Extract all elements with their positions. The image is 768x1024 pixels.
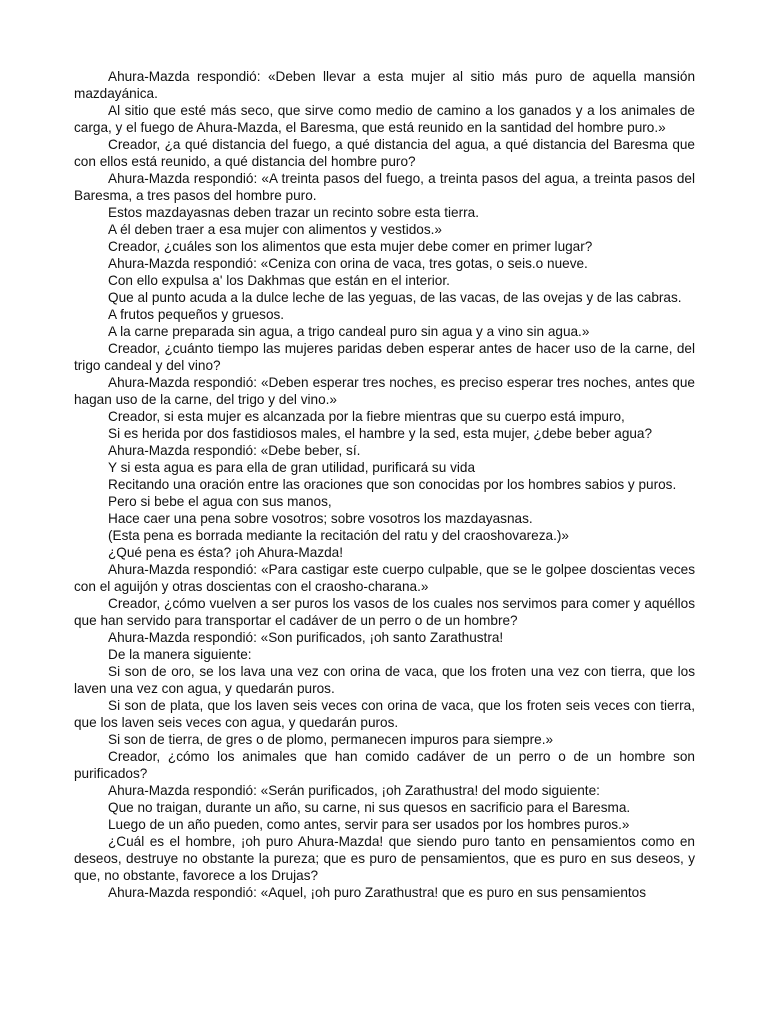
paragraph: Ahura-Mazda respondió: «Para castigar este cuerpo culpable, que se le golpee doscientas veces con el aguijón y otras doscientas con el craosho-charana.» — [74, 562, 695, 594]
paragraph: Y si esta agua es para ella de gran utilidad, purificará su vida — [108, 460, 476, 475]
paragraph: Luego de un año pueden, como antes, servir para ser usados por los hombres puros.» — [108, 817, 630, 832]
paragraph: Ahura-Mazda respondió: «Serán purificados, ¡oh Zarathustra! del modo siguiente: — [108, 783, 600, 798]
paragraph: ¿Cuál es el hombre, ¡oh puro Ahura-Mazda! que siendo puro tanto en pensamientos como en deseos, destruye no obstante la pureza; que es puro de pensamientos, que es puro en sus deseos, y que, no obstante, favorece a los Drujas? — [74, 834, 695, 883]
paragraph: Estos mazdayasnas deben trazar un recinto sobre esta tierra. — [108, 205, 480, 220]
paragraph: Hace caer una pena sobre vosotros; sobre vosotros los mazdayasnas. — [108, 511, 533, 526]
paragraph: Pero si bebe el agua con sus manos, — [108, 494, 332, 509]
document-page — [74, 68, 695, 901]
paragraph: Ahura-Mazda respondió: «Son purificados, ¡oh santo Zarathustra! — [108, 630, 504, 645]
paragraph: Creador, ¿a qué distancia del fuego, a qué distancia del agua, a qué distancia del Baresma que con ellos está reunido, a qué distancia del hombre puro? — [74, 137, 695, 169]
paragraph: Creador, ¿cuáles son los alimentos que esta mujer debe comer en primer lugar? — [108, 239, 593, 254]
paragraph: Ahura-Mazda respondió: «Aquel, ¡oh puro Zarathustra! que es puro en sus pensamientos — [108, 885, 647, 900]
paragraph: A la carne preparada sin agua, a trigo candeal puro sin agua y a vino sin agua.» — [108, 324, 590, 339]
paragraph: Recitando una oración entre las oraciones que son conocidas por los hombres sabios y puros. — [108, 477, 677, 492]
paragraph: Creador, ¿cómo los animales que han comido cadáver de un perro o de un hombre son purificados? — [74, 749, 695, 781]
paragraph: De la manera siguiente: — [108, 647, 252, 662]
paragraph: Con ello expulsa a' los Dakhmas que están en el interior. — [108, 273, 450, 288]
paragraph: Creador, ¿cuánto tiempo las mujeres paridas deben esperar antes de hacer uso de la carne, del trigo candeal y del vino? — [74, 341, 695, 373]
paragraph: Ahura-Mazda respondió: «Deben esperar tres noches, es preciso esperar tres noches, antes que hagan uso de la carne, del trigo y del vino.» — [74, 375, 695, 407]
paragraph: Ahura-Mazda respondió: «Deben llevar a esta mujer al sitio más puro de aquella mansión mazdayánica. — [74, 69, 695, 101]
paragraph: Si son de plata, que los laven seis veces con orina de vaca, que los froten seis veces con tierra, que los laven seis veces con agua, y quedarán puros. — [74, 698, 695, 730]
paragraph: A él deben traer a esa mujer con alimentos y vestidos.» — [108, 222, 442, 237]
paragraph: Ahura-Mazda respondió: «A treinta pasos del fuego, a treinta pasos del agua, a treinta pasos del Baresma, a tres pasos del hombre puro. — [74, 171, 695, 203]
paragraph: A frutos pequeños y gruesos. — [108, 307, 285, 322]
paragraph: Al sitio que esté más seco, que sirve como medio de camino a los ganados y a los animales de carga, y el fuego de Ahura-Mazda, el Baresma, que está reunido en la santidad del hombre puro.» — [74, 103, 695, 135]
paragraph: ¿Qué pena es ésta? ¡oh Ahura-Mazda! — [108, 545, 344, 560]
paragraph: Ahura-Mazda respondió: «Debe beber, sí. — [108, 443, 361, 458]
paragraph: (Esta pena es borrada mediante la recitación del ratu y del craoshovareza.)» — [108, 528, 569, 543]
paragraph: Si es herida por dos fastidiosos males, el hambre y la sed, esta mujer, ¿debe beber agua? — [108, 426, 653, 441]
paragraph: Que al punto acuda a la dulce leche de las yeguas, de las vacas, de las ovejas y de las cabras. — [108, 290, 682, 305]
paragraph: Creador, ¿cómo vuelven a ser puros los vasos de los cuales nos servimos para comer y aquéllos que han servido para transportar el cadáver de un perro o de un hombre? — [74, 596, 695, 628]
paragraph: Que no traigan, durante un año, su carne, ni sus quesos en sacrificio para el Baresma. — [108, 800, 631, 815]
paragraph: Creador, si esta mujer es alcanzada por la fiebre mientras que su cuerpo está impuro, — [108, 409, 625, 424]
paragraph: Si son de tierra, de gres o de plomo, permanecen impuros para siempre.» — [108, 732, 554, 747]
paragraph: Si son de oro, se los lava una vez con orina de vaca, que los froten una vez con tierra, que los laven una vez con agua, y quedarán puros. — [74, 664, 695, 696]
paragraph: Ahura-Mazda respondió: «Ceniza con orina de vaca, tres gotas, o seis.o nueve. — [108, 256, 588, 271]
